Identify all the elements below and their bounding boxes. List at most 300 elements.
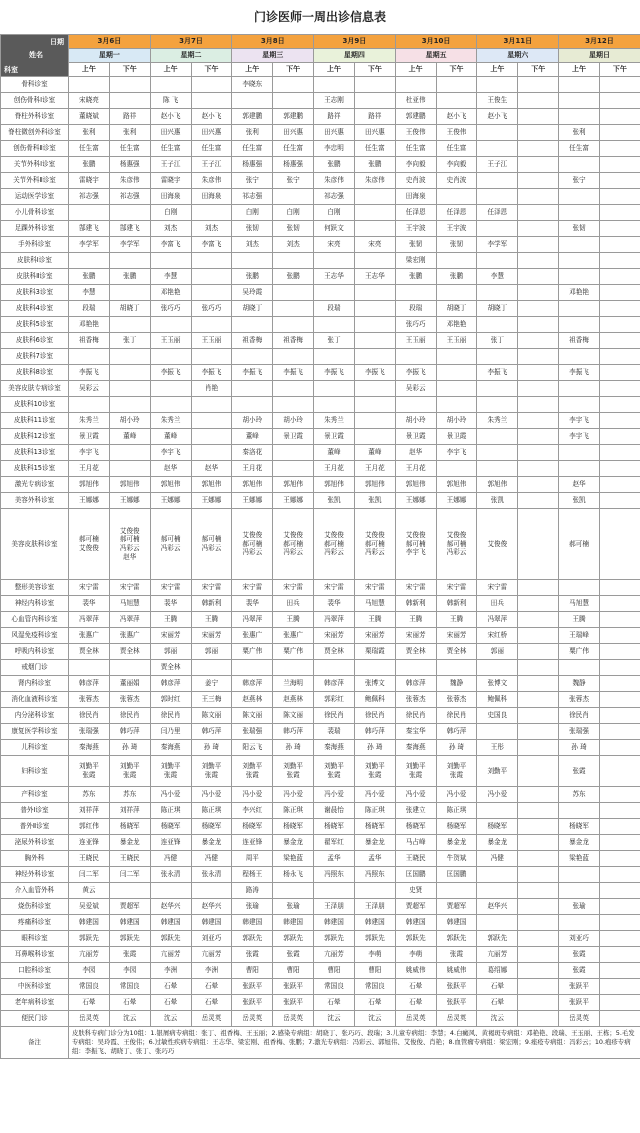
doctor-cell: 宋晓亮 [69, 93, 110, 109]
doctor-cell [109, 93, 150, 109]
doctor-cell: 贾超军 [436, 899, 477, 915]
doctor-cell [518, 141, 559, 157]
dept-cell: 胸外科 [1, 851, 69, 867]
doctor-cell: 裴瑞 [314, 724, 355, 740]
doctor-cell: 史肖波 [436, 173, 477, 189]
doctor-cell: 韩建国 [109, 915, 150, 931]
doctor-cell: 王玉丽 [395, 333, 436, 349]
doctor-cell: 鲍佩科 [354, 692, 395, 708]
doctor-cell [559, 580, 600, 596]
table-row [1, 899, 640, 915]
doctor-cell [109, 317, 150, 333]
doctor-cell [354, 285, 395, 301]
doctor-cell: 赵华 [395, 445, 436, 461]
table-row [1, 141, 640, 157]
doctor-cell [150, 349, 191, 365]
doctor-cell: 张跃平 [273, 979, 314, 995]
doctor-cell [599, 413, 640, 429]
doctor-cell: 吴彩云 [69, 381, 110, 397]
table-row [1, 429, 640, 445]
doctor-cell [273, 883, 314, 899]
doctor-cell [599, 317, 640, 333]
doctor-cell [314, 77, 355, 93]
doctor-cell: 张霞 [559, 947, 600, 963]
doctor-cell [518, 333, 559, 349]
doctor-cell [599, 461, 640, 477]
table-row [1, 109, 640, 125]
doctor-cell [232, 349, 273, 365]
doctor-cell: 赵华 [191, 461, 232, 477]
doctor-cell: 王泽朋 [354, 899, 395, 915]
doctor-cell [518, 596, 559, 612]
doctor-cell: 宋丽芳 [395, 628, 436, 644]
doctor-cell: 匡国鹏 [436, 867, 477, 883]
doctor-cell: 秦海燕 [314, 740, 355, 756]
doctor-cell: 杨晓军 [395, 819, 436, 835]
doctor-cell [150, 253, 191, 269]
doctor-cell [599, 644, 640, 660]
doctor-cell: 苏东 [559, 787, 600, 803]
doctor-cell [477, 915, 518, 931]
doctor-cell: 郝可楠 [559, 509, 600, 580]
table-row [1, 381, 640, 397]
doctor-cell: 张跃平 [232, 979, 273, 995]
doctor-cell [518, 381, 559, 397]
doctor-cell: 杨晓军 [191, 819, 232, 835]
doctor-cell: 王腾 [354, 612, 395, 628]
doctor-cell: 马旭慧 [559, 596, 600, 612]
dept-cell: 创伤骨科Ⅱ诊室 [1, 141, 69, 157]
doctor-cell: 郭红伟 [69, 819, 110, 835]
doctor-cell: 王月花 [354, 461, 395, 477]
doctor-cell: 苏东 [69, 787, 110, 803]
doctor-cell: 赵小飞 [150, 109, 191, 125]
doctor-cell: 何跃文 [314, 221, 355, 237]
doctor-cell: 赵华兴 [150, 899, 191, 915]
doctor-cell [599, 612, 640, 628]
dept-cell: 皮肤科Ⅰ诊室 [1, 253, 69, 269]
doctor-cell [559, 189, 600, 205]
doctor-cell [599, 365, 640, 381]
dept-cell: 小儿骨科诊室 [1, 205, 69, 221]
doctor-cell [69, 349, 110, 365]
table-row [1, 708, 640, 724]
doctor-cell: 赵华兴 [477, 899, 518, 915]
doctor-cell: 段瑞 [395, 301, 436, 317]
doctor-cell: 郭时红 [150, 692, 191, 708]
dept-cell: 美容外科诊室 [1, 493, 69, 509]
doctor-cell: 任生富 [559, 141, 600, 157]
doctor-cell: 胡晓丁 [232, 301, 273, 317]
doctor-cell: 杨晓军 [232, 819, 273, 835]
doctor-cell [599, 285, 640, 301]
doctor-cell [436, 461, 477, 477]
doctor-cell: 冯小爱 [477, 787, 518, 803]
doctor-cell: 韩建国 [150, 915, 191, 931]
doctor-cell [477, 660, 518, 676]
doctor-cell [191, 285, 232, 301]
doctor-cell: 王腾 [559, 612, 600, 628]
doctor-cell [518, 612, 559, 628]
doctor-cell: 李晓东 [232, 77, 273, 93]
doctor-cell: 张瑞强 [559, 724, 600, 740]
doctor-cell: 杨晓军 [150, 819, 191, 835]
doctor-cell: 张宁 [559, 173, 600, 189]
date-header: 3月12日 [559, 35, 640, 49]
doctor-cell: 赵华 [150, 461, 191, 477]
doctor-cell [518, 461, 559, 477]
doctor-cell: 王泽朋 [314, 899, 355, 915]
doctor-cell [109, 253, 150, 269]
table-row [1, 413, 640, 429]
doctor-cell [559, 301, 600, 317]
doctor-cell [436, 349, 477, 365]
doctor-cell: 石晕 [109, 995, 150, 1011]
doctor-cell: 王俊伟 [395, 125, 436, 141]
doctor-cell: 李宇飞 [559, 429, 600, 445]
doctor-cell: 郭旭伟 [314, 477, 355, 493]
am-header: 上午 [559, 63, 600, 77]
doctor-cell: 王腾 [395, 612, 436, 628]
table-row [1, 612, 640, 628]
doctor-cell: 张利 [109, 125, 150, 141]
doctor-cell [477, 397, 518, 413]
doctor-cell [436, 189, 477, 205]
doctor-cell: 冯健 [150, 851, 191, 867]
doctor-cell: 张韧 [559, 221, 600, 237]
table-row [1, 269, 640, 285]
dept-cell: 便民门诊 [1, 1011, 69, 1027]
doctor-cell: 韩彦萍 [395, 676, 436, 692]
doctor-cell: 肖艳 [191, 381, 232, 397]
doctor-cell: 郭跃先 [273, 931, 314, 947]
doctor-cell [395, 660, 436, 676]
doctor-cell: 艾俊俊 郝可楠 冯彩云 [354, 509, 395, 580]
doctor-cell [559, 93, 600, 109]
doctor-cell: 张霞 [232, 947, 273, 963]
doctor-cell: 暴金龙 [191, 835, 232, 851]
doctor-cell [354, 381, 395, 397]
doctor-cell: 贾全林 [436, 644, 477, 660]
doctor-cell: 艾俊俊 郝可楠 李宇飞 [395, 509, 436, 580]
doctor-cell: 周平 [232, 851, 273, 867]
doctor-cell: 段瑞 [314, 301, 355, 317]
table-row [1, 819, 640, 835]
doctor-cell: 任生富 [150, 141, 191, 157]
doctor-cell: 张利 [559, 125, 600, 141]
dept-cell: 心血管内科诊室 [1, 612, 69, 628]
doctor-cell [518, 189, 559, 205]
doctor-cell: 亢丽芳 [477, 947, 518, 963]
doctor-cell [599, 883, 640, 899]
doctor-cell: 孙 琦 [109, 740, 150, 756]
doctor-cell: 胡小玲 [436, 413, 477, 429]
doctor-cell: 张鹏 [69, 269, 110, 285]
dept-cell: 泌尿外科诊室 [1, 835, 69, 851]
doctor-cell: 郭旭伟 [191, 477, 232, 493]
doctor-cell [477, 77, 518, 93]
doctor-cell: 李园 [109, 963, 150, 979]
doctor-cell [477, 253, 518, 269]
doctor-cell: 张宁 [232, 173, 273, 189]
doctor-cell: 田兴惠 [354, 125, 395, 141]
doctor-cell: 董丽娟 [109, 676, 150, 692]
doctor-cell: 陈正琪 [150, 803, 191, 819]
doctor-cell [354, 301, 395, 317]
doctor-cell: 王玉丽 [191, 333, 232, 349]
doctor-cell: 王子江 [150, 157, 191, 173]
doctor-cell: 张鹏 [109, 269, 150, 285]
doctor-cell [354, 349, 395, 365]
doctor-cell [436, 93, 477, 109]
doctor-cell [191, 77, 232, 93]
doctor-cell [354, 93, 395, 109]
doctor-cell [314, 883, 355, 899]
table-row [1, 644, 640, 660]
doctor-cell: 郭跃先 [109, 931, 150, 947]
doctor-cell [599, 445, 640, 461]
doctor-cell: 宋宁雷 [273, 580, 314, 596]
doctor-cell: 吴彩云 [395, 381, 436, 397]
doctor-cell [232, 660, 273, 676]
doctor-cell: 李慧 [69, 285, 110, 301]
doctor-cell: 李洲 [191, 963, 232, 979]
doctor-cell [518, 301, 559, 317]
dept-cell: 口腔科诊室 [1, 963, 69, 979]
doctor-cell: 宋宁雷 [109, 580, 150, 596]
pm-header: 下午 [436, 63, 477, 77]
doctor-cell: 王娜娜 [191, 493, 232, 509]
table-row [1, 397, 640, 413]
doctor-cell: 祖香梅 [559, 333, 600, 349]
doctor-cell: 李振飞 [559, 365, 600, 381]
doctor-cell [436, 660, 477, 676]
doctor-cell [599, 397, 640, 413]
doctor-cell: 张蓉杰 [559, 692, 600, 708]
doctor-cell: 刘杰 [232, 237, 273, 253]
doctor-cell: 李振飞 [191, 365, 232, 381]
doctor-cell [150, 883, 191, 899]
doctor-cell: 韩巧萍 [109, 724, 150, 740]
doctor-cell: 韩彦萍 [150, 676, 191, 692]
doctor-cell: 王晓民 [69, 851, 110, 867]
doctor-cell: 王娜娜 [150, 493, 191, 509]
am-header: 上午 [395, 63, 436, 77]
doctor-cell: 韩建国 [273, 915, 314, 931]
doctor-cell [191, 429, 232, 445]
doctor-cell: 刘勤平 张霞 [109, 756, 150, 787]
corner-dept-label: 科室 [4, 66, 18, 74]
doctor-cell: 郝可楠 艾俊俊 [69, 509, 110, 580]
doctor-cell [518, 253, 559, 269]
doctor-cell: 邓艳艳 [150, 285, 191, 301]
doctor-cell: 祖香梅 [232, 333, 273, 349]
dept-cell: 耳鼻喉科诊室 [1, 947, 69, 963]
doctor-cell: 王月花 [395, 461, 436, 477]
doctor-cell: 张霞 [109, 947, 150, 963]
doctor-cell [354, 317, 395, 333]
doctor-cell: 朱彦伟 [314, 173, 355, 189]
am-header: 上午 [232, 63, 273, 77]
doctor-cell [232, 397, 273, 413]
doctor-cell: 宋宁雷 [354, 580, 395, 596]
doctor-cell: 贾全林 [69, 644, 110, 660]
doctor-cell: 任生富 [109, 141, 150, 157]
doctor-cell: 张蓉杰 [109, 692, 150, 708]
header-date-row [1, 35, 640, 49]
doctor-cell: 董峰 [109, 429, 150, 445]
doctor-cell: 郭旭伟 [477, 477, 518, 493]
doctor-cell: 马旭慧 [354, 596, 395, 612]
doctor-cell [599, 596, 640, 612]
doctor-cell: 姚威伟 [395, 963, 436, 979]
note-label: 备注 [1, 1027, 69, 1059]
doctor-cell: 田海泉 [191, 189, 232, 205]
dept-cell: 脊柱外科诊室 [1, 109, 69, 125]
doctor-cell: 王腾 [273, 612, 314, 628]
doctor-cell: 孙 琦 [436, 740, 477, 756]
doctor-cell: 任泽恩 [395, 205, 436, 221]
doctor-cell: 段瑞 [69, 301, 110, 317]
doctor-cell [109, 77, 150, 93]
doctor-cell: 贾超军 [109, 899, 150, 915]
doctor-cell: 暴金龙 [273, 835, 314, 851]
doctor-cell [395, 397, 436, 413]
doctor-cell [559, 883, 600, 899]
doctor-cell: 贾全林 [314, 644, 355, 660]
dept-cell: 眼科诊室 [1, 931, 69, 947]
doctor-cell [599, 237, 640, 253]
doctor-cell: 李慧 [477, 269, 518, 285]
dept-cell: 普外Ⅰ诊室 [1, 803, 69, 819]
doctor-cell: 冯小爱 [436, 787, 477, 803]
table-row [1, 77, 640, 93]
doctor-cell: 孙 琦 [191, 740, 232, 756]
doctor-cell [354, 205, 395, 221]
am-header: 上午 [150, 63, 191, 77]
doctor-cell: 冯小爱 [395, 787, 436, 803]
doctor-cell: 秦海燕 [150, 740, 191, 756]
doctor-cell: 李振飞 [354, 365, 395, 381]
doctor-cell: 朱彦伟 [191, 173, 232, 189]
pm-header: 下午 [518, 63, 559, 77]
table-row [1, 253, 640, 269]
doctor-cell: 石晕 [314, 995, 355, 1011]
doctor-cell [477, 173, 518, 189]
doctor-cell: 暴金龙 [559, 835, 600, 851]
doctor-cell [559, 237, 600, 253]
table-row [1, 317, 640, 333]
weekday-header: 星期五 [395, 49, 477, 63]
doctor-cell: 暴金龙 [109, 835, 150, 851]
doctor-cell: 冯照东 [314, 867, 355, 883]
doctor-cell [518, 803, 559, 819]
dept-cell: 中医科诊室 [1, 979, 69, 995]
doctor-cell [599, 628, 640, 644]
doctor-cell: 白刚 [314, 205, 355, 221]
doctor-cell: 梁艳蓝 [273, 851, 314, 867]
doctor-cell: 韩建国 [314, 915, 355, 931]
doctor-cell [518, 915, 559, 931]
doctor-cell: 王宇波 [395, 221, 436, 237]
doctor-cell: 李园 [69, 963, 110, 979]
table-row [1, 285, 640, 301]
doctor-cell [273, 445, 314, 461]
table-row [1, 931, 640, 947]
doctor-cell: 张瑞强 [69, 724, 110, 740]
doctor-cell: 朱秀兰 [150, 413, 191, 429]
dept-cell: 神经外科诊室 [1, 867, 69, 883]
table-row [1, 301, 640, 317]
doctor-cell: 暴金龙 [477, 835, 518, 851]
dept-cell: 美容皮肤专病诊室 [1, 381, 69, 397]
doctor-cell: 张利 [232, 125, 273, 141]
doctor-cell [518, 883, 559, 899]
header-corner [1, 35, 69, 77]
doctor-cell: 闫二军 [109, 867, 150, 883]
doctor-cell: 刘祥萍 [69, 803, 110, 819]
doctor-cell: 白刚 [232, 205, 273, 221]
doctor-cell: 景卫霞 [314, 429, 355, 445]
doctor-cell: 赵小飞 [436, 109, 477, 125]
doctor-cell: 任生富 [436, 141, 477, 157]
doctor-cell: 王志刚 [314, 93, 355, 109]
doctor-cell [232, 381, 273, 397]
doctor-cell [599, 580, 640, 596]
doctor-cell: 张永清 [191, 867, 232, 883]
doctor-cell [518, 221, 559, 237]
doctor-cell [518, 628, 559, 644]
doctor-cell: 裴华 [69, 596, 110, 612]
doctor-cell: 景卫霞 [273, 429, 314, 445]
dept-cell: 皮肤科11诊室 [1, 413, 69, 429]
doctor-cell [273, 285, 314, 301]
doctor-cell: 张凯 [314, 493, 355, 509]
doctor-cell: 郭旭伟 [354, 477, 395, 493]
doctor-cell [559, 109, 600, 125]
doctor-cell: 岳灵英 [232, 1011, 273, 1027]
doctor-cell: 董峰 [232, 429, 273, 445]
doctor-cell: 阳云飞 [232, 740, 273, 756]
header-weekday-row [1, 49, 640, 63]
doctor-cell: 朱秀兰 [69, 413, 110, 429]
doctor-cell: 任泽恩 [477, 205, 518, 221]
dept-cell: 疼痛科诊室 [1, 915, 69, 931]
doctor-cell [436, 381, 477, 397]
doctor-cell: 刘亚巧 [191, 931, 232, 947]
doctor-cell: 张鹏 [436, 269, 477, 285]
doctor-cell: 白刚 [273, 205, 314, 221]
doctor-cell: 徐民肖 [436, 708, 477, 724]
doctor-cell [354, 221, 395, 237]
table-row [1, 660, 640, 676]
doctor-cell: 宋宁雷 [191, 580, 232, 596]
doctor-cell: 冯小爱 [314, 787, 355, 803]
doctor-cell: 张丁 [314, 333, 355, 349]
doctor-cell: 田海泉 [395, 189, 436, 205]
doctor-cell [477, 461, 518, 477]
doctor-cell: 冯小爱 [354, 787, 395, 803]
doctor-cell: 郭跃先 [150, 931, 191, 947]
doctor-cell [518, 787, 559, 803]
doctor-cell [436, 285, 477, 301]
table-row [1, 883, 640, 899]
table-row [1, 173, 640, 189]
doctor-cell [599, 173, 640, 189]
doctor-cell [395, 77, 436, 93]
table-row [1, 349, 640, 365]
doctor-cell [273, 349, 314, 365]
